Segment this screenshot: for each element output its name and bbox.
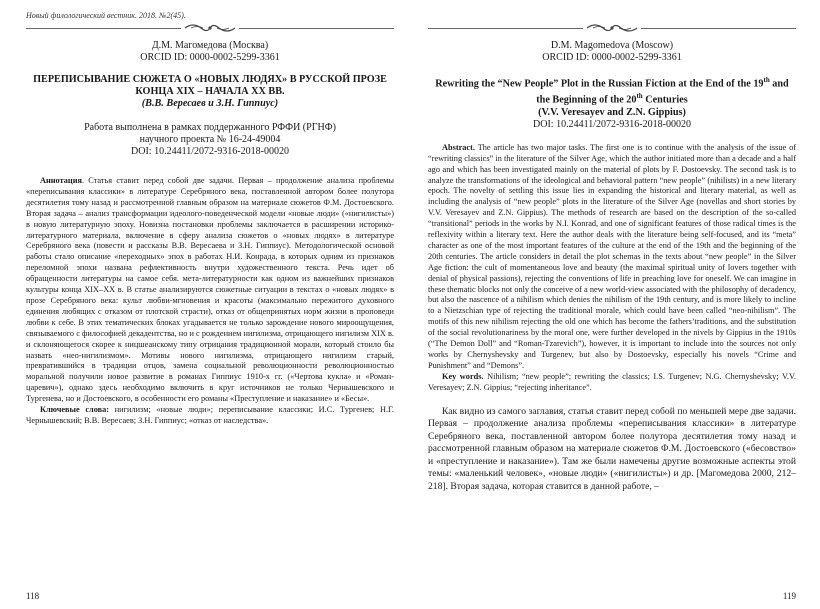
keywords-paragraph: [428, 372, 796, 394]
ornament-icon: [183, 22, 237, 34]
journal-header: Новый филологический вестник. 2018. №2(45).: [26, 11, 186, 20]
keywords-text: нигилизм; «новые люди»; переписывание классики; И.С. Тургенев; Н.Г. Чернышевский; В.В. Вересаев; З.Н. Гиппиус; «отказ от наследства».: [26, 405, 394, 425]
abstract-text: The article has two major tasks. The first one is to continue with the analysis of the issue of “rewriting classics” in the literature of the Silver Age, which the author initiated more than a decade and a half ago and which has been investigated mainly on the material of plots by F. Dostoevsky. The second task is to analyze the transformations of the ideological and behavioral pattern “new people” (nihilists) in a new literary epoch. The novelty of settling this issue lies in expanding the historical and literary material, as well as including the analysis of “new people” plots in the literature of the Silver Age (novellas and short stories by V.V. Veresayev and Z.N. Gippius). The methods of research are based on the description of the so-called “transitional” periods in the works by N.I. Konrad, and one of significant features of those radical times is the reflexivity within a literary text. Here the author deals with the literature being self-focused, and its “meta” character as one of the most important features of the culture at the end of the 19th and the beginning of the 20th centuries. The article considers in detail the plot schemas in the texts about “new people” in the Silver Age fiction: the cult of momentaneous love and beauty (the maximal spiritual unity of lovers together with denial of physical passions), rejecting the conventions of life in preaching love for oneself. We can imagine in these thematic blocks not only the conceive of a new world-view associated with the philosophy of decadency, but also the nascence of a nihilism which denies the nihilism of the 19th century, and is more likely to incline to a Nietzschian type of rejecting the traditional morale, which could have been called “neo-nihilism”. The motifs of this new nihilism rejecting the old one which has become the fathers’traditions, and the substitution of the social revolutionariness by the moral one, were further developed in the nivels by Gippius in the 1910s (“The Demon Doll” and “Roman-Tzarevich”), however, it is important to include into the sources not only works by Chernyshevsky and Turgenev, but also by Dostoevsky, especially his novels “Crime and Punishment” and “Demons”.: [428, 142, 796, 370]
grant-line-1: Работа выполнена в рамках поддержанного РФФИ (РГНФ): [84, 122, 336, 133]
title-part-2: and the Beginning of the 20: [536, 78, 789, 106]
grant-line-2: научного проекта № 16-24-49004: [139, 134, 281, 145]
header-ornament-row: [428, 22, 796, 34]
ornament-line: [641, 28, 796, 29]
article-title: [428, 74, 796, 107]
ornament-line: [428, 28, 583, 29]
title-sup-1: th: [763, 76, 770, 84]
keywords-paragraph: [26, 405, 394, 427]
title-sup-2: th: [636, 92, 643, 101]
orcid-id: ORCID ID: 0000-0002-5299-3361: [542, 52, 682, 63]
keywords-label: Key words.: [442, 371, 484, 381]
right-page: [410, 0, 820, 609]
keywords-label: Ключевые слова:: [40, 405, 110, 415]
page-number: 119: [782, 591, 796, 601]
doi: DOI: 10.24411/2072-9316-2018-00020: [131, 146, 289, 157]
ornament-line: [26, 28, 181, 29]
doi: DOI: 10.24411/2072-9316-2018-00020: [533, 118, 691, 130]
title-part-1: Rewriting the “New People” Plot in the Russian Fiction at the End of the 19: [435, 78, 764, 90]
ornament-icon: [585, 22, 639, 34]
article-subtitle: (В.В. Вересаев и З.Н. Гиппиус): [141, 98, 279, 109]
orcid-id: ORCID ID: 0000-0002-5299-3361: [140, 52, 280, 63]
abstract-label: Abstract.: [442, 142, 475, 152]
main-text-paragraph: Как видно из самого заглавия, статья ставит перед собой по меньшей мере две задачи. Первая – продолжение анализа проблемы «переписывания классики» в литературе Серебряного века, поставленной автором более полутора десятилетия тому назад и рассмотренной главным образом на материале сюжетов Ф.М. Достоевского («бесовство» и «преступление и наказание»). Там же были намечены другие возможные аспекты этой темы: «маленький человек», «новые люди» («нигилисты») и др. [Магомедова 2000, 212–218]. Вторая задача, которая ставится в данной работе, –: [428, 405, 796, 492]
author-name: D.M. Magomedova (Moscow): [550, 40, 674, 51]
header-ornament-row: [26, 22, 394, 34]
ornament-line: [239, 28, 394, 29]
title-part-3: Centuries: [642, 94, 688, 106]
abstract-paragraph: [26, 176, 394, 405]
article-subtitle: (V.V. Veresayev and Z.N. Gippius): [538, 106, 686, 118]
article-title: ПЕРЕПИСЫВАНИЕ СЮЖЕТА О «НОВЫХ ЛЮДЯХ» В РУССКОЙ ПРОЗЕ КОНЦА XIX – НАЧАЛА XX ВВ.: [33, 74, 387, 97]
abstract-label: Аннотация: [40, 176, 82, 185]
page-number: 118: [26, 591, 40, 601]
abstract-paragraph: [428, 143, 796, 372]
journal-header-spacer: [428, 10, 796, 22]
abstract-text: . Статья ставит перед собой две задачи. Первая – продолжение анализа проблемы «переписывания классики» в литературе Серебряного века, поставленной автором более полутора десятилетия тому назад и рассмотренной главным образом на материале сюжетов Ф.М. Достоевского. Вторая задача – анализ трансформации идеолого-поведенческой модели «новые люди» («нигилисты») в новую литературную эпоху. Новизна постановки проблемы заключается в расширении историко-литературного материала, включение в сферу анализа сюжетов о «новых людях» в литературе Серебряного века (повести и рассказы В.В. Вересаева и З.Н. Гиппиус). Методологической основой работы стало описание «переходных» эпох в работах Н.И. Конрада, в которых одним из признаков переломной эпохи названа рефлективность внутри художественного текста. Речь идет об обращенности литературы на самое себя. мета-литературности как одном из важнейших признаков культуры конца XIX–XX в. В статье анализируются сюжетные ситуации в текстах о «новых людях» в прозе Серебряного века: культ любви-мгновения и красоты (максимально пережитого духовного единения любящих с отказом от плотской страсти), отказ от общепринятых норм жизни в проповеди любви к себе. В этих тематических блоках угадывается не только зарождение нового мироощущения, связываемого с философией декадентства, но и с рождением нигилизма, отрицающего нигилизм XIX в. и склоняющегося скорее к ницшеанскому типу отрицания традиционной морали, который стоило бы назвать «нео-нигилизмом». Мотивы нового нигилизма, отрицающего нигилизм старый, превратившийся в традиции отцов, замена социальной революционности революционностью моральной получили новое развитие в романах Гиппиус 1910-х гг. («Чертова кукла» и «Роман-царевич»), однако здесь необходимо включить в круг источников не только Чернышевского и Тургенева, но и Достоевского, в особенности его романы «Преступление и наказание» и «Бесы».: [26, 176, 394, 404]
author-name: Д.М. Магомедова (Москва): [151, 40, 269, 51]
keywords-text: Nihilism; “new people”; rewriting the classics; I.S. Turgenev; N.G. Chernyshevsky; V.V. Veresayev; Z.N. Gippius; “rejecting inheritance”.: [428, 371, 796, 392]
